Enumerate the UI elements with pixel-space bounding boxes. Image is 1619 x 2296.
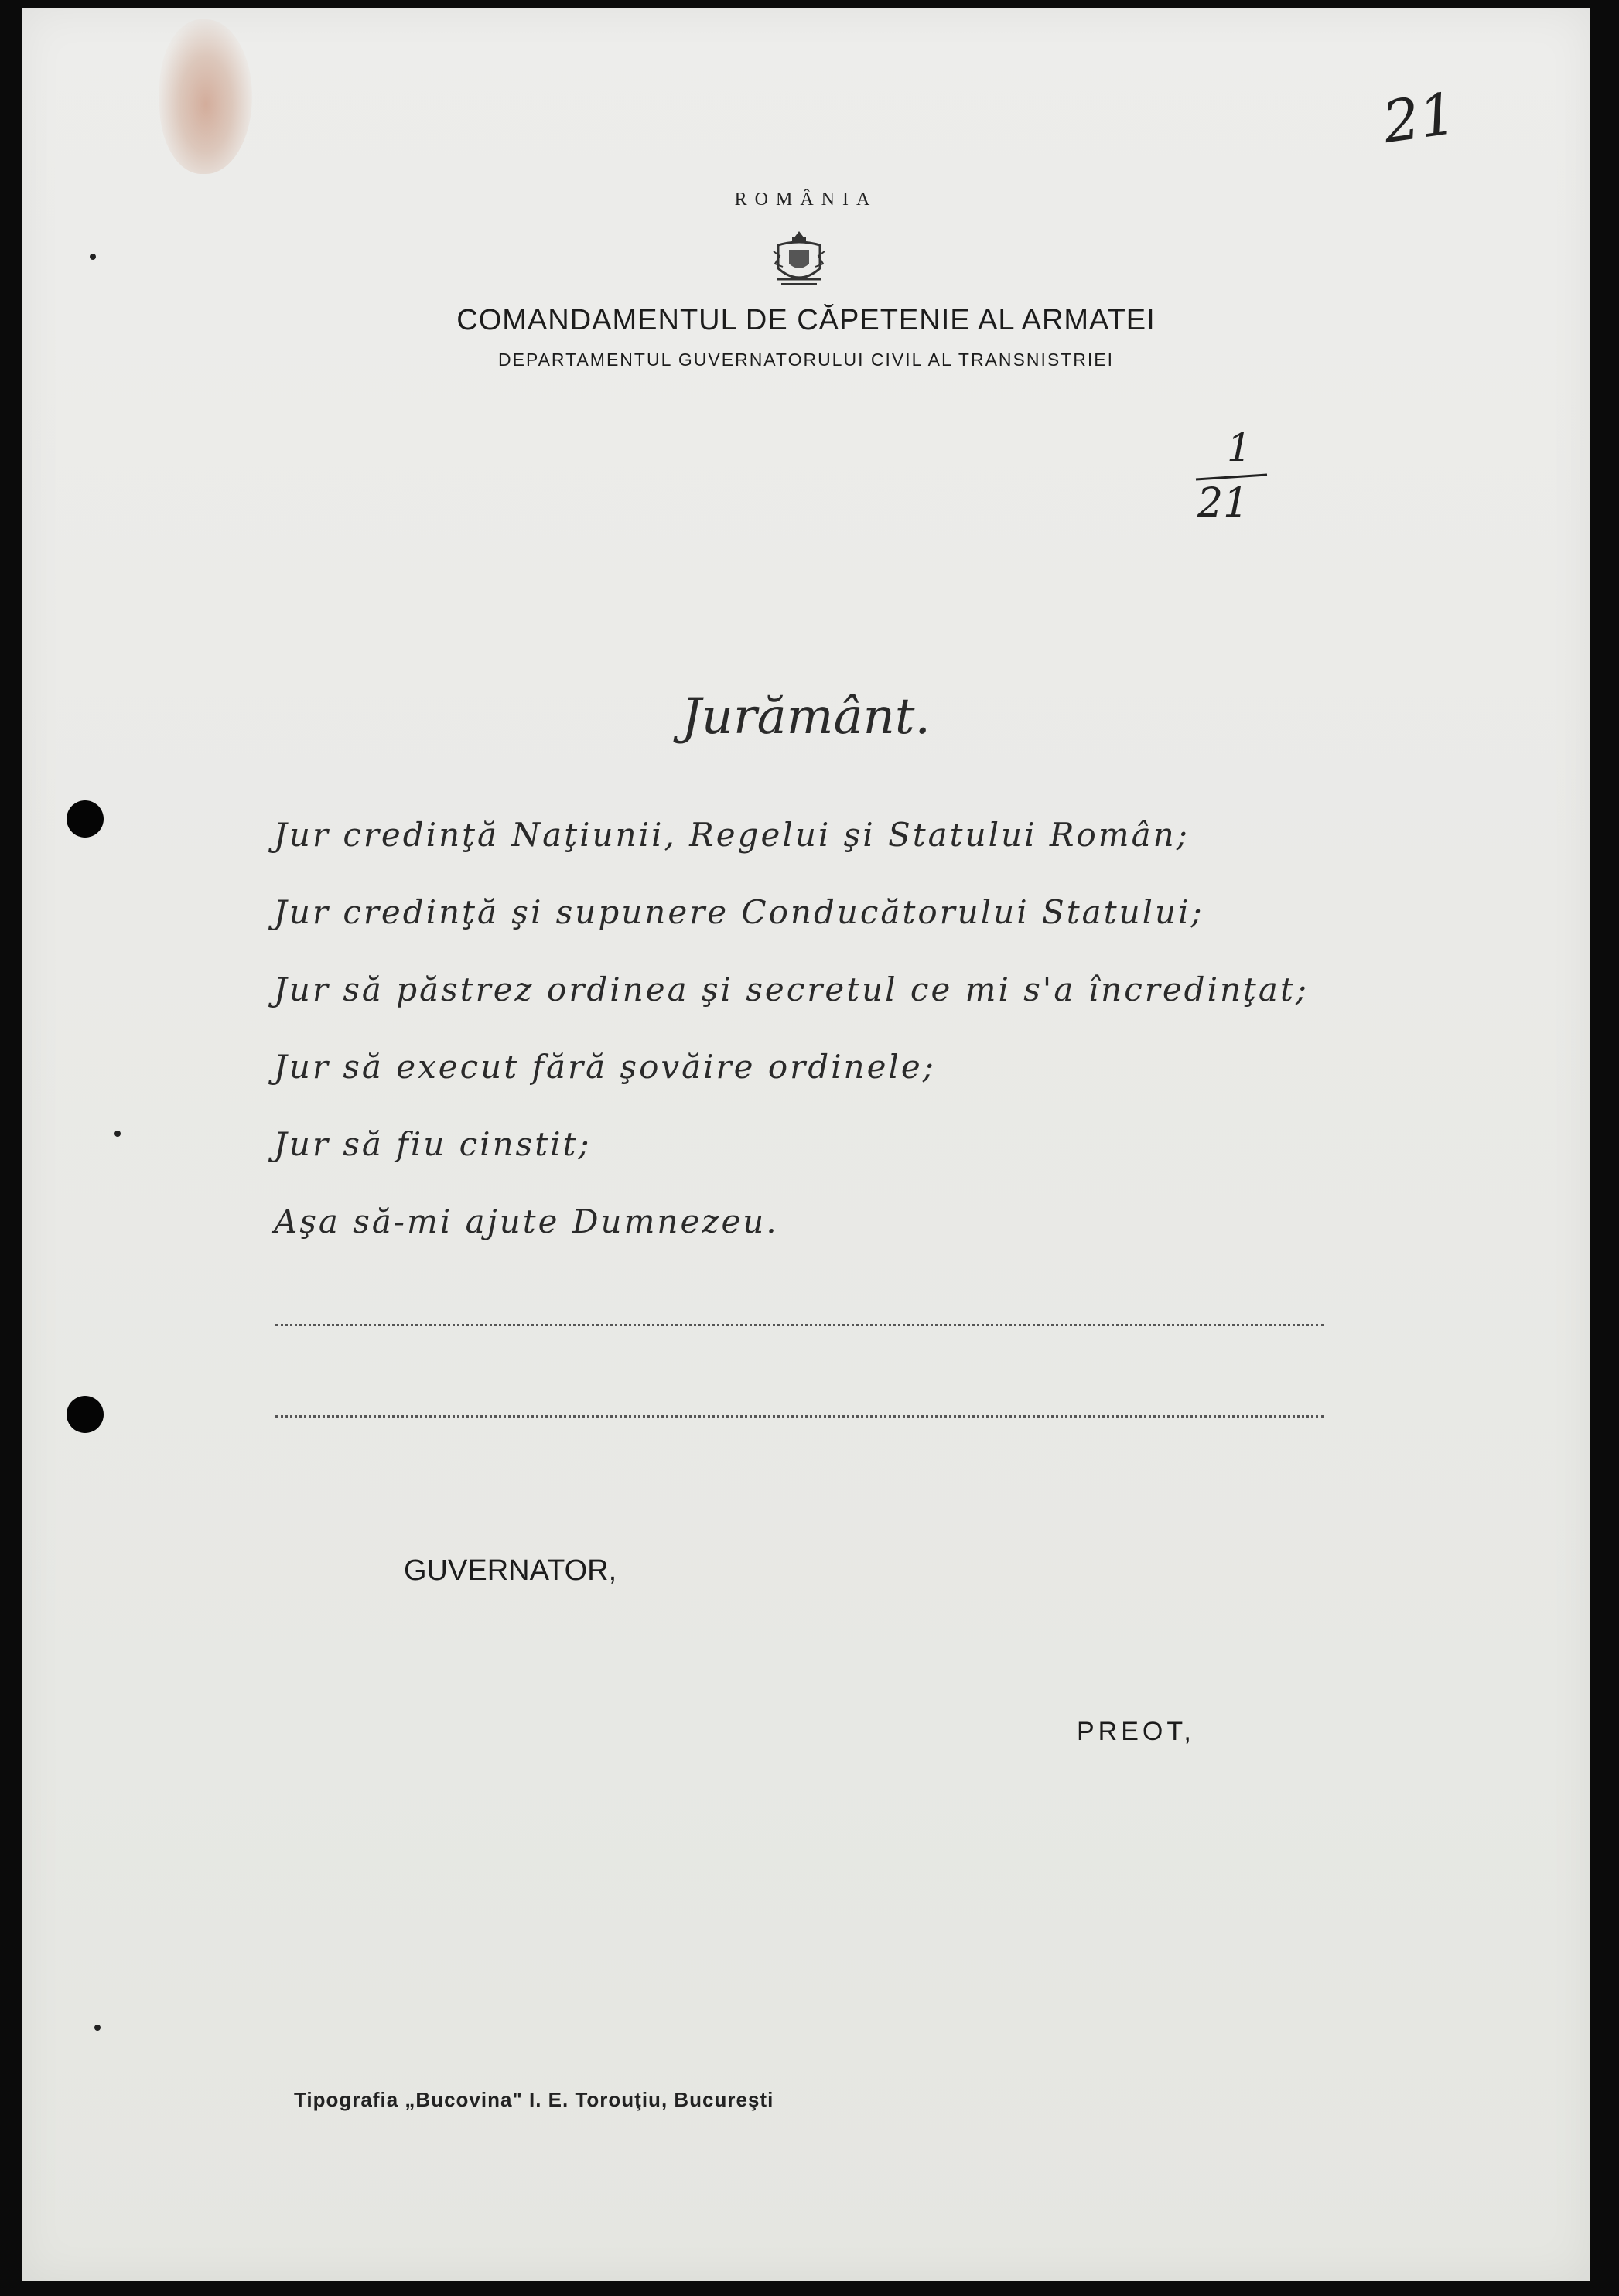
- command-title: COMANDAMENTUL DE CĂPETENIE AL ARMATEI: [456, 304, 1156, 336]
- oath-line: Jur să păstrez ordinea şi secretul ce mi s'a încredinţat;: [274, 971, 1309, 1008]
- paper-mark: [90, 254, 96, 260]
- governor-signature-label: GUVERNATOR,: [404, 1554, 617, 1587]
- paper-mark: [94, 2025, 101, 2031]
- priest-signature-label: PREOT,: [1077, 1717, 1195, 1746]
- oath-line: Jur să execut fără şovăire ordinele;: [274, 1048, 936, 1086]
- document-page: [22, 8, 1590, 2281]
- paper-mark: [114, 1131, 121, 1137]
- signature-line-2: [275, 1415, 1324, 1418]
- fraction-denominator: 21: [1197, 480, 1249, 527]
- oath-title: Jurământ.: [681, 688, 931, 745]
- oath-text: [274, 797, 1309, 1261]
- handwritten-folio-fraction: [1190, 425, 1275, 534]
- punch-hole-top: [67, 800, 104, 838]
- oath-line: Jur credinţă Naţiunii, Regelui şi Statului Român;: [274, 816, 1190, 854]
- oath-line: Jur credinţă şi supunere Conducătorului Statului;: [274, 893, 1204, 931]
- oath-line: Aşa să-mi ajute Dumnezeu.: [274, 1203, 779, 1240]
- punch-hole-bottom: [67, 1396, 104, 1433]
- rust-stain: [159, 19, 252, 174]
- fraction-numerator: 1: [1227, 425, 1252, 470]
- printer-imprint: Tipografia „Bucovina" I. E. Torouţiu, Bucureşti: [294, 2088, 774, 2111]
- department-subtitle: DEPARTAMENTUL GUVERNATORULUI CIVIL AL TRANSNISTRIEI: [498, 350, 1114, 370]
- coat-of-arms-icon: [770, 228, 828, 290]
- oath-line: Jur să fiu cinstit;: [274, 1125, 592, 1163]
- country-heading: ROMÂNIA: [734, 189, 878, 210]
- signature-line-1: [275, 1324, 1324, 1326]
- handwritten-folio-number: 21: [1378, 80, 1460, 157]
